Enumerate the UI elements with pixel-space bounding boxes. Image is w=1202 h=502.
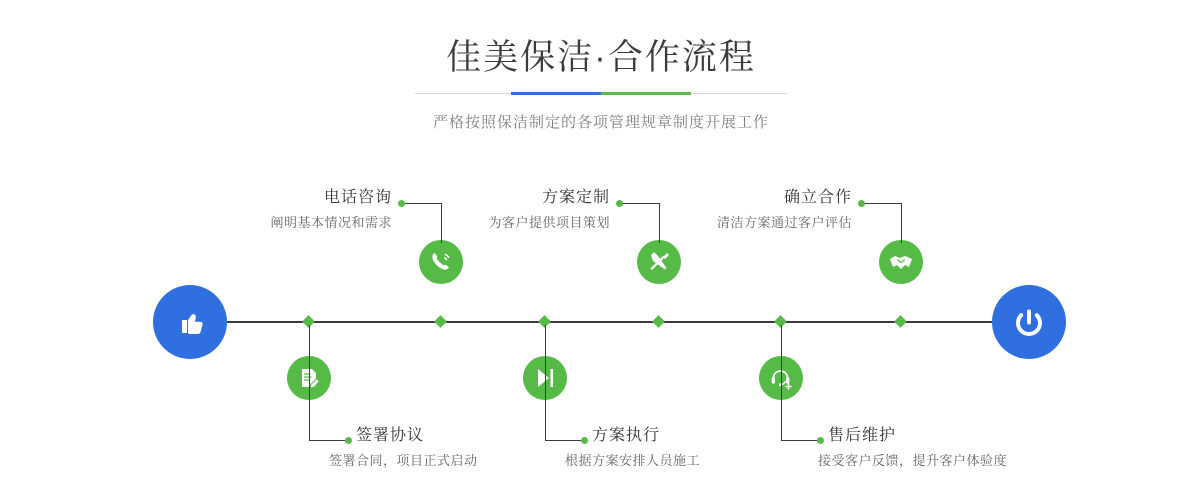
axis-marker-plan-customize xyxy=(652,315,665,328)
step-icon-establish-cooperation[interactable] xyxy=(879,240,923,284)
step-icon-phone-consult[interactable] xyxy=(419,240,463,284)
timeline-start-badge xyxy=(153,285,227,359)
connector-dot-plan-execute xyxy=(581,437,588,444)
step-title-plan-execute: 方案执行 xyxy=(592,427,661,444)
step-desc-sign-agreement: 签署合同，项目正式启动 xyxy=(329,453,478,468)
connector-stem-establish-cooperation xyxy=(901,203,902,243)
timeline-end-badge xyxy=(992,285,1066,359)
step-title-phone-consult: 电话咨询 xyxy=(323,189,392,206)
step-title-establish-cooperation: 确立合作 xyxy=(783,189,852,206)
thumbs-up-icon xyxy=(170,302,210,342)
page-subtitle: 严格按照保洁制定的各项管理规章制度开展工作 xyxy=(432,114,769,131)
connector-lead-phone-consult xyxy=(402,203,442,204)
step-desc-establish-cooperation: 清洁方案通过客户评估 xyxy=(716,215,852,230)
page-title: 佳美保洁·合作流程 xyxy=(446,38,756,77)
step-title-plan-customize: 方案定制 xyxy=(541,189,610,206)
step-title-sign-agreement: 签署协议 xyxy=(356,427,425,444)
connector-lead-plan-customize xyxy=(620,203,660,204)
connector-stem-phone-consult xyxy=(441,203,442,243)
connector-dot-establish-cooperation xyxy=(858,200,865,207)
handshake-icon xyxy=(888,249,914,275)
connector-dot-phone-consult xyxy=(398,200,405,207)
step-icon-plan-customize[interactable] xyxy=(637,240,681,284)
phone-call-icon xyxy=(428,249,454,275)
connector-stem-plan-customize xyxy=(659,203,660,243)
connector-lead-plan-execute xyxy=(545,440,585,441)
connector-lead-sign-agreement xyxy=(309,440,349,441)
connector-dot-sign-agreement xyxy=(345,437,352,444)
step-label-plan-execute xyxy=(565,426,701,471)
step-desc-after-sales: 接受客户反馈，提升客户体验度 xyxy=(818,453,1008,468)
tools-icon xyxy=(646,249,672,275)
connector-dot-plan-customize xyxy=(616,200,623,207)
step-label-plan-customize xyxy=(460,188,610,233)
step-label-phone-consult xyxy=(252,188,392,233)
connector-stem-after-sales xyxy=(781,325,782,440)
step-title-after-sales: 售后维护 xyxy=(828,427,897,444)
connector-lead-establish-cooperation xyxy=(862,203,902,204)
connector-stem-sign-agreement xyxy=(309,325,310,440)
axis-marker-phone-consult xyxy=(434,315,447,328)
axis-marker-establish-cooperation xyxy=(894,315,907,328)
step-label-sign-agreement xyxy=(329,426,478,471)
power-icon xyxy=(1009,302,1049,342)
step-desc-plan-customize: 为客户提供项目策划 xyxy=(488,215,610,230)
connector-stem-plan-execute xyxy=(545,325,546,440)
step-label-after-sales xyxy=(818,426,1008,471)
connector-lead-after-sales xyxy=(781,440,821,441)
connector-dot-after-sales xyxy=(817,437,824,444)
step-label-establish-cooperation xyxy=(702,188,852,233)
step-desc-plan-execute: 根据方案安排人员施工 xyxy=(565,453,701,468)
step-desc-phone-consult: 阐明基本情况和需求 xyxy=(270,215,392,230)
